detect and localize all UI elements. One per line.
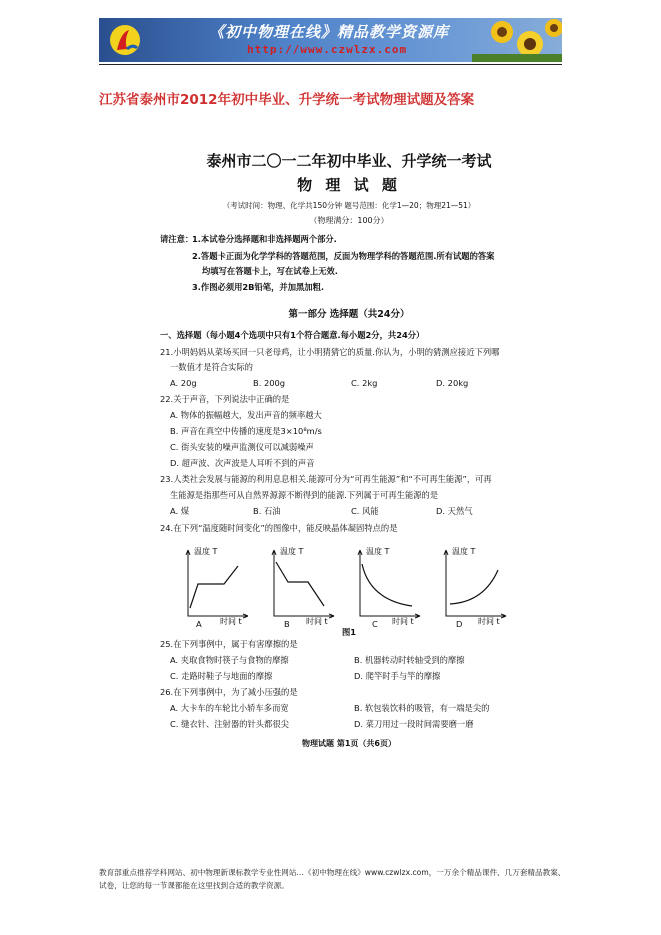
x-axis-label: 时间 t [220, 617, 242, 626]
question-23-option: A. 煤 [170, 506, 190, 516]
choice-instruction: 一、选择题（每小题4个选项中只有1个符合题意.每小题2分，共24分） [160, 330, 425, 340]
exam-info: （考试时间：物理、化学共150分钟 题号范围：化学1—20；物理21—51） [222, 201, 476, 210]
question-21-option: B. 200g [253, 378, 286, 388]
notice-line: 1.本试卷分选择题和非选择题两个部分. [192, 234, 337, 244]
header-banner [99, 18, 562, 62]
header-divider [99, 64, 562, 65]
question-21-option: A. 20g [170, 378, 197, 388]
page-footer: 物理试题 第1页（共6页） [302, 739, 396, 748]
section-heading: 第一部分 选择题（共24分） [288, 309, 410, 320]
question-23-option: B. 石油 [253, 506, 281, 516]
document-title: 江苏省泰州市2012年初中毕业、升学统一考试物理试题及答案 [99, 92, 475, 108]
question-23-option: D. 天然气 [436, 506, 473, 516]
banner-url[interactable]: http://www.czwlzx.com [247, 43, 408, 56]
graph-label: B [284, 619, 290, 629]
question-25-option: B. 机器转动时转轴受到的摩擦 [354, 655, 465, 665]
question-22-option: A. 物体的振幅越大，发出声音的频率越大 [170, 410, 322, 420]
bottom-promo-note: 教育部重点推荐学科网站、初中物理新课标教学专业性网站…《初中物理在线》www.czwlzx.com，一万余个精品课件、几万套精品教案、试卷，让您的每一节课都能在这里找到合适的教学资源。 [99, 868, 566, 890]
question-26-option: D. 菜刀用过一段时间需要磨一磨 [354, 719, 474, 729]
notice-line: 均填写在答题卡上，写在试卷上无效. [202, 266, 338, 276]
x-axis-label: 时间 t [392, 617, 414, 626]
question-25-option: A. 夹取食物时筷子与食物的摩擦 [170, 655, 289, 665]
question-22-stem: 22.关于声音，下列说法中正确的是 [160, 394, 290, 404]
exam-score: （物理满分：100分） [309, 216, 389, 225]
question-21-option: D. 20kg [436, 378, 469, 388]
question-26-stem: 26.在下列事例中，为了减小压强的是 [160, 687, 298, 697]
figure-caption: 图1 [342, 627, 357, 637]
question-22-option: B. 声音在真空中传播的速度是3×10⁸m/s [170, 426, 322, 436]
graph-a [176, 547, 251, 629]
y-axis-label: 温度 T [452, 547, 476, 556]
exam-subtitle: 物 理 试 题 [297, 176, 401, 194]
question-23-stem: 生能源是指那些可从自然界源源不断得到的能源.下列属于可再生能源的是 [170, 490, 439, 500]
question-24-stem: 24.在下列“温度随时间变化”的图像中，能反映晶体凝固特点的是 [160, 523, 398, 533]
question-21-stem: 一数值才是符合实际的 [170, 362, 253, 372]
question-26-option: B. 软包装饮料的吸管，有一端是尖的 [354, 703, 490, 713]
question-25-stem: 25.在下列事例中，属于有害摩擦的是 [160, 639, 298, 649]
sunflower-decoration-icon [472, 18, 562, 62]
question-25-option: D. 爬竿时手与竿的摩擦 [354, 671, 441, 681]
notice-label: 请注意： [160, 234, 194, 244]
question-23-stem: 23.人类社会发展与能源的利用息息相关.能源可分为“可再生能源”和“不可再生能源”，可再 [160, 474, 492, 484]
question-26-option: C. 缝衣针、注射器的针头都很尖 [170, 719, 289, 729]
exam-page-scan [146, 142, 552, 758]
question-23-option: C. 风能 [351, 506, 379, 516]
question-22-option: D. 超声波、次声波是人耳听不到的声音 [170, 458, 315, 468]
y-axis-label: 温度 T [280, 547, 304, 556]
exam-title: 泰州市二〇一二年初中毕业、升学统一考试 [206, 152, 492, 170]
y-axis-label: 温度 T [194, 547, 218, 556]
x-axis-label: 时间 t [306, 617, 328, 626]
graph-label: A [196, 619, 202, 629]
question-25-option: C. 走路时鞋子与地面的摩擦 [170, 671, 273, 681]
notice-line: 2.答题卡正面为化学学科的答题范围，反面为物理学科的答题范围.所有试题的答案 [192, 251, 495, 261]
graph-d [434, 547, 509, 629]
question-21-stem: 21.小明妈妈从菜场买回一只老母鸡，让小明猜猜它的质量.你认为，小明的猜测应接近下列哪 [160, 347, 500, 357]
question-21-option: C. 2kg [351, 378, 378, 388]
banner-title: 《初中物理在线》精品教学资源库 [209, 23, 450, 41]
x-axis-label: 时间 t [478, 617, 500, 626]
graph-label: C [372, 619, 378, 629]
question-26-option: A. 大卡车的车轮比小轿车多而宽 [170, 703, 289, 713]
notice-line: 3.作图必须用2B铅笔，并加黑加粗. [192, 282, 325, 292]
question-22-option: C. 街头安装的噪声监测仪可以减弱噪声 [170, 442, 314, 452]
graph-c [348, 547, 423, 629]
graph-b [262, 547, 337, 629]
y-axis-label: 温度 T [366, 547, 390, 556]
site-logo-icon [107, 22, 143, 58]
graph-label: D [456, 619, 463, 629]
